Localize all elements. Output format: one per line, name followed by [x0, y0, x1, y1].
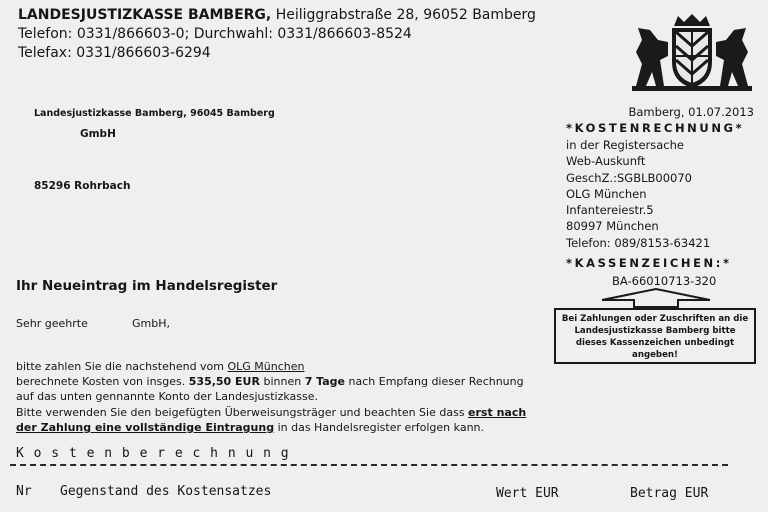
body-text: bitte zahlen Sie die nachstehend vom	[16, 360, 228, 373]
emphasis-text: der Zahlung eine vollständige Eintragung	[16, 420, 275, 434]
body-text: Bitte verwenden Sie den beigefügten Überweisungsträger und beachten Sie dass	[16, 405, 469, 419]
sender-address: Heiliggrabstraße 28, 96052 Bamberg	[275, 7, 536, 23]
column-header-amount: Betrag EUR	[630, 486, 709, 501]
column-header-nr: Nr	[16, 484, 32, 499]
total-amount: 535,50 EUR	[188, 375, 260, 389]
body-paragraph	[16, 359, 526, 435]
sender-name: LANDESJUSTIZKASSE BAMBERG,	[18, 7, 272, 23]
case-line: in der Registersache	[566, 138, 684, 152]
case-info-block	[566, 137, 710, 251]
body-text: berechnete Kosten von insges.	[16, 375, 189, 389]
up-arrow-icon	[600, 288, 712, 308]
section-divider	[10, 464, 728, 466]
document-date: Bamberg, 01.07.2013	[628, 105, 754, 119]
column-header-subject: Gegenstand des Kostensatzes	[60, 484, 272, 499]
salutation-greeting: Sehr geehrte	[16, 317, 88, 330]
return-address: Landesjustizkasse Bamberg, 96045 Bamberg	[34, 108, 275, 119]
recipient-line-1: GmbH	[80, 128, 116, 140]
case-line: GeschZ.:SGBLB00070	[566, 170, 692, 185]
cost-section-title: K o s t e n b e r e c h n u n g	[16, 446, 290, 461]
body-line-2	[16, 374, 526, 389]
sender-name-line	[18, 6, 536, 25]
case-line: Web-Auskunft	[566, 154, 646, 169]
body-text: binnen	[259, 375, 305, 389]
salutation-company: GmbH,	[132, 317, 170, 330]
payment-notice-box: Bei Zahlungen oder Zuschriften an die Landesjustizkasse Bamberg bitte dieses Kassenzeichen unbedingt angeben!	[554, 308, 756, 364]
sender-phone: Telefon: 0331/866603-0; Durchwahl: 0331/866603-8524	[18, 26, 412, 42]
emphasis-text: erst nach	[468, 405, 527, 419]
kassenzeichen-value: BA-66010713-320	[612, 274, 717, 288]
body-line-5	[16, 420, 526, 435]
kassenzeichen-label: *KASSENZEICHEN:*	[566, 256, 732, 270]
document-type: *KOSTENRECHNUNG*	[566, 121, 745, 135]
body-text: in das Handelsregister erfolgen kann.	[274, 420, 485, 434]
bavarian-coat-of-arms-icon	[628, 12, 756, 92]
body-line-3: auf das unten gennannte Konto der Landesjustizkasse.	[16, 390, 319, 404]
sender-fax: Telefax: 0331/866603-6294	[18, 45, 211, 61]
body-line-4	[16, 405, 526, 420]
case-line: OLG München	[566, 186, 647, 201]
case-line: 80997 München	[566, 219, 659, 234]
body-text: nach Empfang dieser Rechnung	[345, 375, 524, 389]
recipient-line-2: 85296 Rohrbach	[34, 180, 131, 192]
subject-line: Ihr Neueintrag im Handelsregister	[16, 278, 278, 294]
column-header-value: Wert EUR	[496, 486, 559, 501]
case-line: Infantereiestr.5	[566, 203, 654, 218]
payment-deadline: 7 Tage	[304, 375, 346, 389]
court-name: OLG München	[227, 360, 305, 373]
body-line-1	[16, 359, 526, 374]
case-line: Telefon: 089/8153-63421	[566, 235, 711, 250]
